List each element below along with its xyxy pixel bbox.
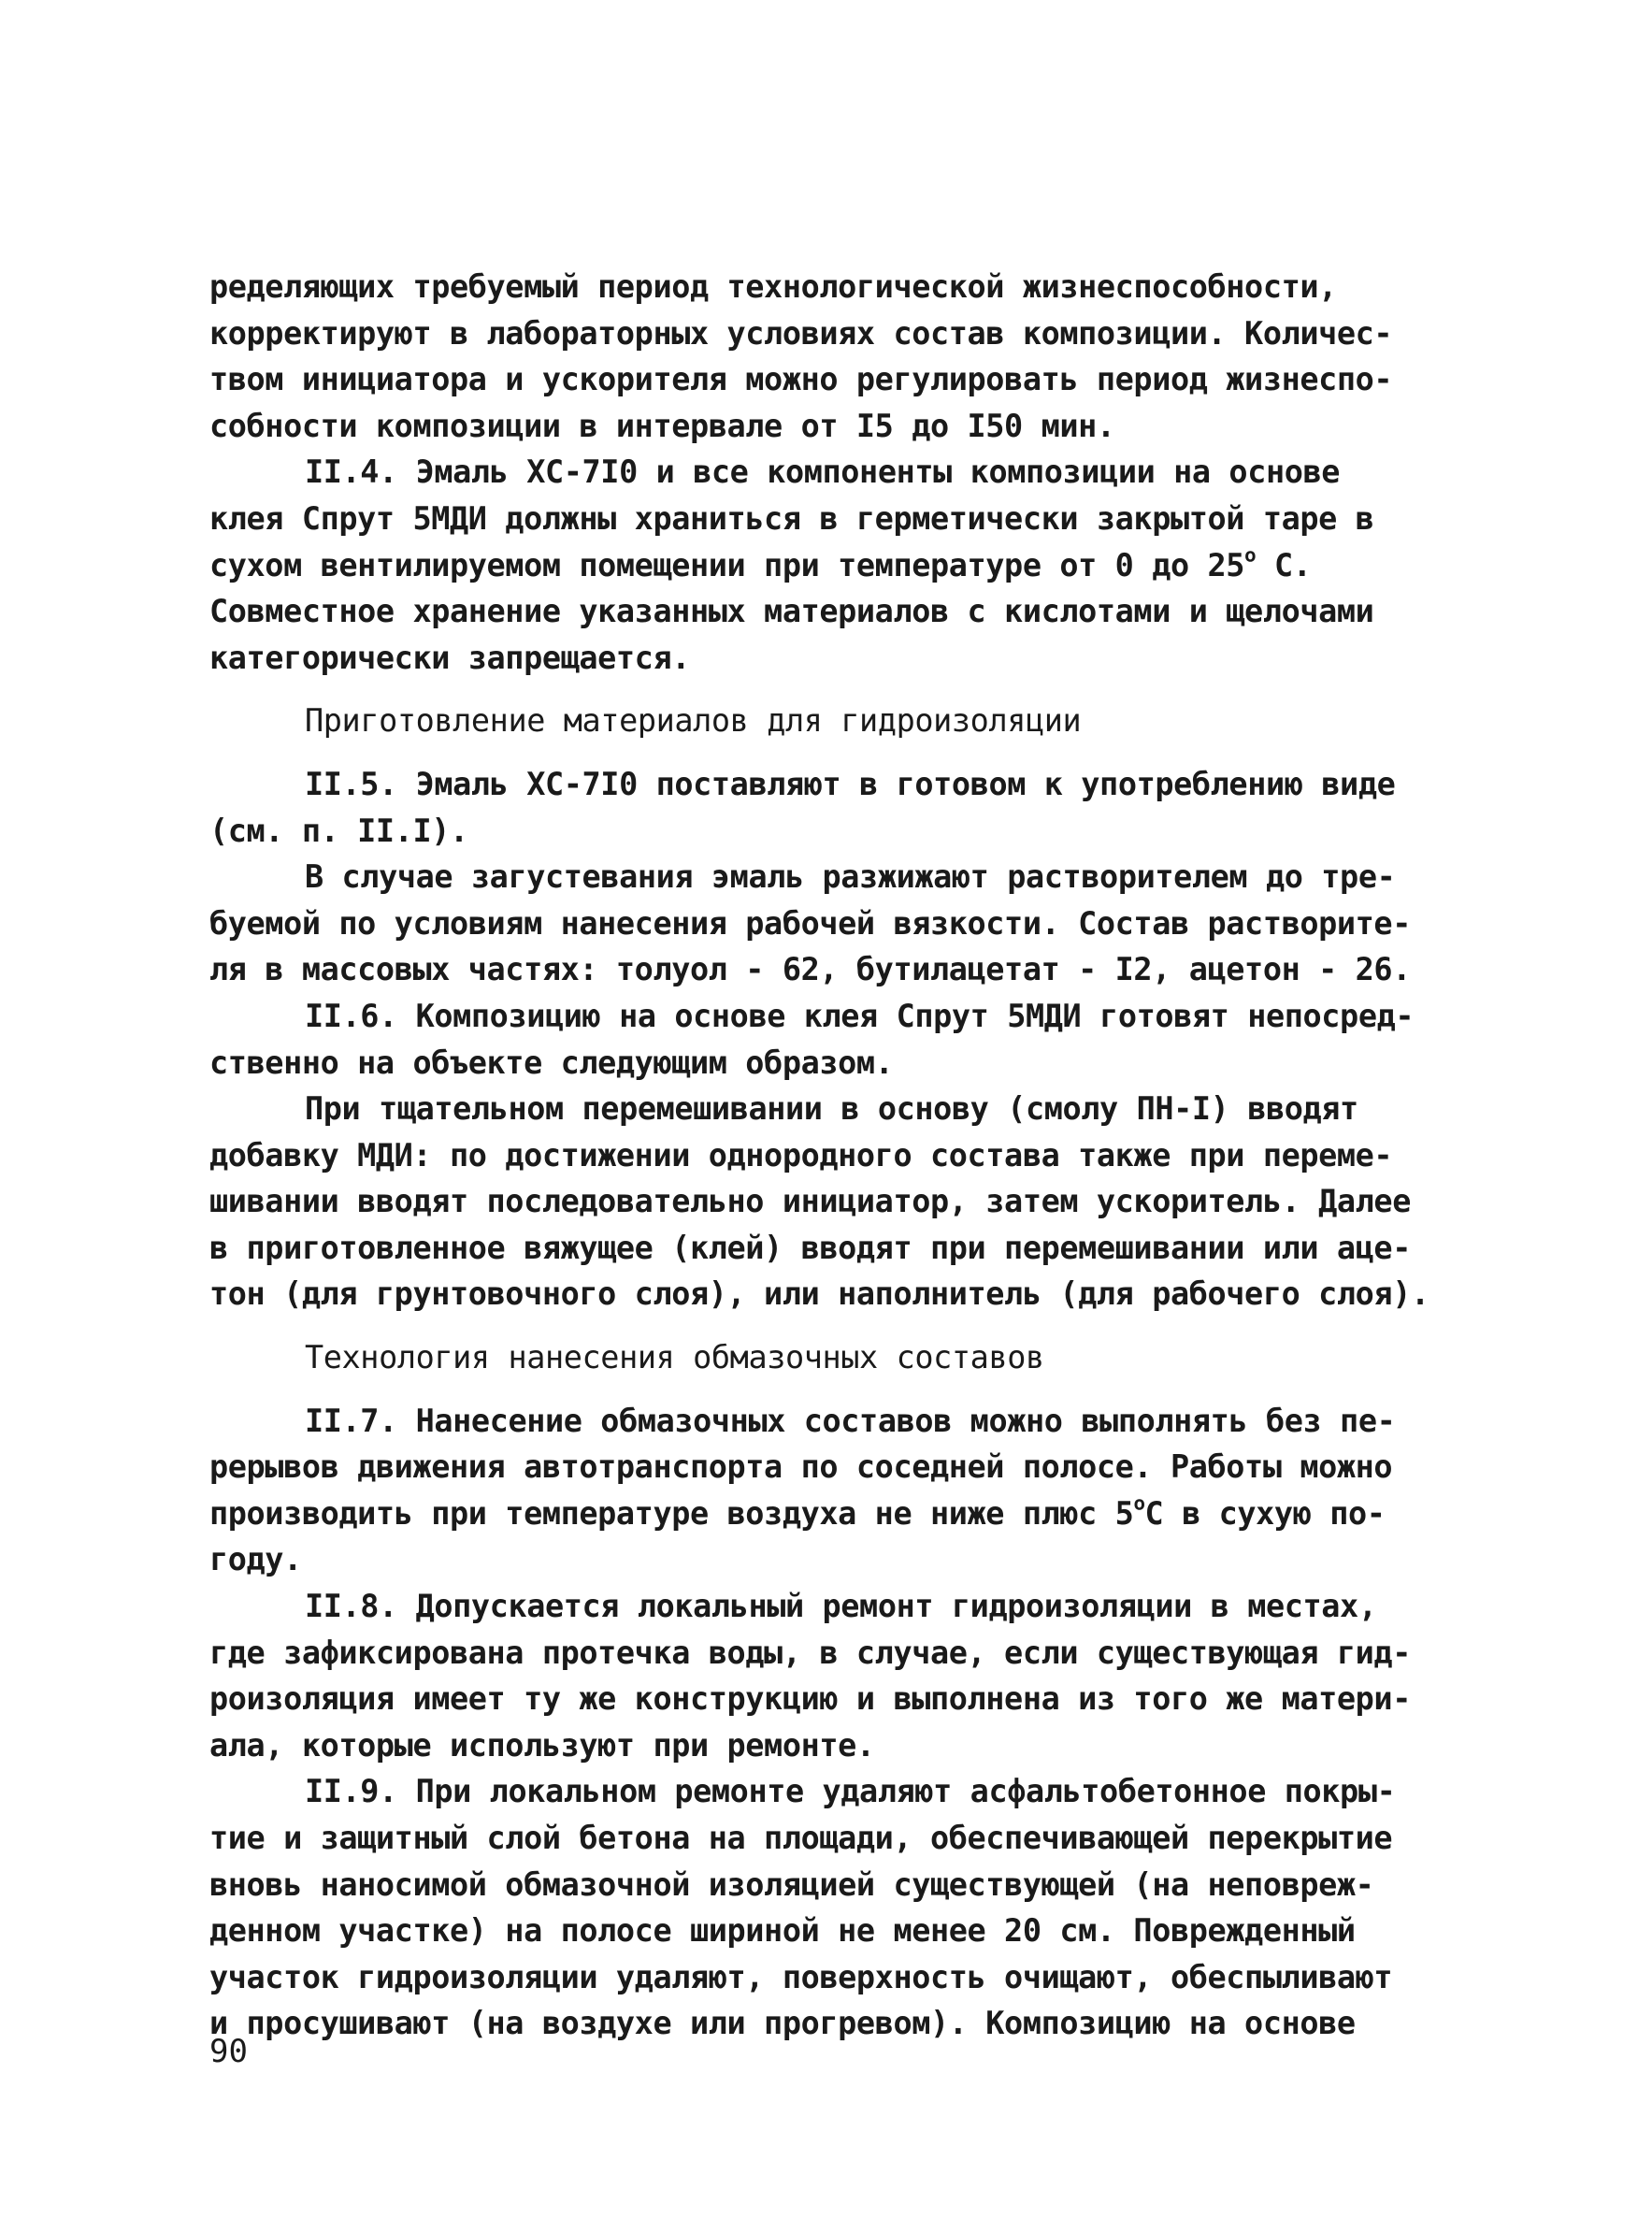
section-heading-technology: Технология нанесения обмазочных составов (305, 1339, 1044, 1376)
degree-superscript: о (1244, 543, 1257, 566)
text-segment: С. (1256, 546, 1312, 583)
text-line: ля в массовых частях: толуол - 62, бутилацетат - I2, ацетон - 26. (209, 951, 1411, 988)
text-segment: сухом вентилируемом помещении при температуре от 0 до 25 (209, 546, 1245, 583)
text-line: буемой по условиям нанесения рабочей вязкости. Состав растворите- (209, 904, 1411, 942)
text-line: шивании вводят последовательно инициатор, затем ускоритель. Далее (209, 1183, 1411, 1220)
text-line: где зафиксирована протечка воды, в случае, если существующая гид- (209, 1634, 1411, 1671)
text-line: ственно на объекте следующим образом. (209, 1044, 894, 1081)
text-line: Совместное хранение указанных материалов с кислотами и щелочами (209, 593, 1374, 630)
text-line: II.4. Эмаль ХС-7I0 и все компоненты композиции на основе (305, 454, 1341, 491)
text-line-with-superscript (209, 542, 1481, 589)
text-line: корректируют в лабораторных условиях состав композиции. Количес- (209, 314, 1393, 352)
text-line: собности композиции в интервале от I5 до I50 мин. (209, 407, 1115, 444)
text-line: категорически запрещается. (209, 639, 690, 676)
text-line: в приготовленное вяжущее (клей) вводят при перемешивании или аце- (209, 1229, 1411, 1266)
text-line: клея Спрут 5МДИ должны храниться в герметически закрытой таре в (209, 499, 1374, 537)
text-line: твом инициатора и ускорителя можно регулировать период жизнеспо- (209, 361, 1393, 398)
text-line: участок гидроизоляции удаляют, поверхность очищают, обеспыливают (209, 1958, 1393, 1995)
text-line: ала, которые используют при ремонте. (209, 1726, 875, 1764)
text-line-with-superscript (209, 1490, 1481, 1537)
body-text (209, 264, 1481, 2047)
text-line: II.6. Композицию на основе клея Спрут 5МДИ готовят непосред- (305, 997, 1415, 1034)
text-line: При тщательном перемешивании в основу (смолу ПН-I) вводят (305, 1090, 1358, 1128)
text-line: (см. п. II.I). (209, 812, 468, 849)
text-line: добавку МДИ: по достижении однородного состава также при переме- (209, 1136, 1393, 1174)
text-line: В случае загустевания эмаль разжижают растворителем до тре- (305, 858, 1396, 896)
text-line: II.9. При локальном ремонте удаляют асфальтобетонное покры- (305, 1773, 1396, 1810)
section-heading-preparation: Приготовление материалов для гидроизоляции (305, 702, 1082, 740)
text-line: тие и защитный слой бетона на площади, обеспечивающей перекрытие (209, 1820, 1393, 1856)
text-segment: производить при температуре воздуха не ниже плюс 5 (209, 1494, 1134, 1532)
text-line: вновь наносимой обмазочной изоляцией существующей (на неповреж- (209, 1865, 1374, 1903)
text-line: II.5. Эмаль ХС-7I0 поставляют в готовом к употреблению виде (305, 765, 1396, 802)
text-line: и просушивают (на воздухе или прогревом). Композицию на основе (209, 2005, 1356, 2042)
text-line: ределяющих требуемый период технологической жизнеспособности, (209, 268, 1337, 305)
text-line: денном участке) на полосе шириной не менее 20 см. Поврежденный (209, 1912, 1356, 1950)
text-line: II.7. Нанесение обмазочных составов можно выполнять без пе- (305, 1402, 1396, 1439)
text-segment: С в сухую по- (1144, 1494, 1386, 1532)
text-line: году. (209, 1541, 302, 1578)
text-line: роизоляция имеет ту же конструкцию и выполнена из того же матери- (209, 1680, 1411, 1718)
page-number: 90 (209, 2033, 248, 2070)
text-line: рерывов движения автотранспорта по соседней полосе. Работы можно (209, 1448, 1393, 1486)
text-line: II.8. Допускается локальный ремонт гидроизоляции в местах, (305, 1588, 1377, 1625)
text-line: тон (для грунтовочного слоя), или наполнитель (для рабочего слоя). (209, 1275, 1429, 1313)
degree-superscript: о (1133, 1491, 1145, 1515)
